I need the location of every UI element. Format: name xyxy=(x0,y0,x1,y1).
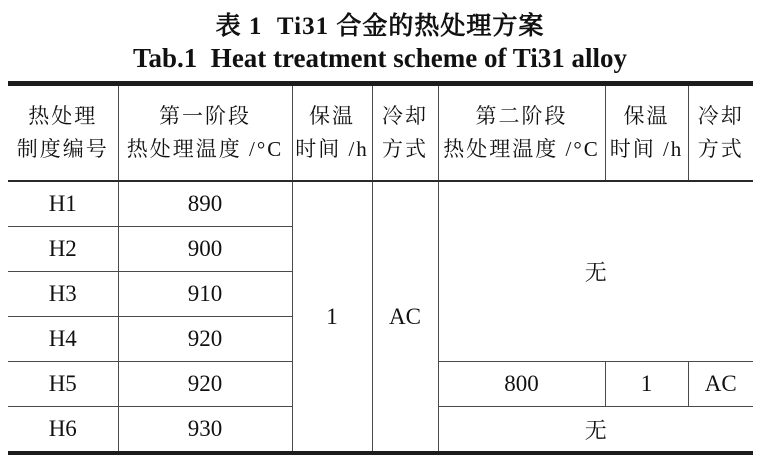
cell-h2-id: H2 xyxy=(8,227,118,272)
header-row xyxy=(8,84,753,182)
header-stage2-hold-time xyxy=(605,84,688,182)
header-line-1: 冷却 xyxy=(382,104,428,129)
cell-h2-stage1-temp: 900 xyxy=(118,227,292,272)
heat-treatment-table xyxy=(8,81,753,455)
header-scheme-id xyxy=(8,84,118,182)
cell-stage2-none-h6: 无 xyxy=(438,407,753,454)
cell-h6-stage1-temp: 930 xyxy=(118,407,292,454)
cell-h1-id: H1 xyxy=(8,181,118,227)
header-stage1-hold-time xyxy=(292,84,372,182)
header-line-1: 第一阶段 xyxy=(159,104,251,129)
table-caption-en: Tab.1 Heat treatment scheme of Ti31 alloy xyxy=(133,43,627,73)
cell-stage2-none-h1-h4: 无 xyxy=(438,181,753,362)
header-line-1: 保温 xyxy=(309,104,355,129)
header-line-2: 热处理温度 /°C xyxy=(126,137,284,161)
header-stage1-temp xyxy=(118,84,292,182)
cell-stage1-hold-time-merged: 1 xyxy=(292,181,372,453)
header-stage1-cooling xyxy=(372,84,438,182)
header-line-1: 热处理 xyxy=(28,104,98,129)
header-line-2: 时间 /h xyxy=(295,137,369,161)
header-line-2: 时间 /h xyxy=(609,137,684,161)
cell-h5-stage2-cooling: AC xyxy=(688,362,753,407)
header-line-1: 冷却 xyxy=(697,104,744,129)
cell-h4-id: H4 xyxy=(8,317,118,362)
cell-h6-id: H6 xyxy=(8,407,118,454)
cell-h5-id: H5 xyxy=(8,362,118,407)
cell-h5-stage2-temp: 800 xyxy=(438,362,605,407)
table-caption-zh: 表 1 Ti31 合金的热处理方案 xyxy=(215,13,545,40)
header-line-1: 保温 xyxy=(623,104,670,129)
cell-h1-stage1-temp: 890 xyxy=(118,181,292,227)
header-stage2-cooling xyxy=(688,84,753,182)
cell-stage1-cooling-merged: AC xyxy=(372,181,438,453)
cell-h3-id: H3 xyxy=(8,272,118,317)
cell-h4-stage1-temp: 920 xyxy=(118,317,292,362)
header-line-2: 热处理温度 /°C xyxy=(443,137,600,161)
header-line-1: 第二阶段 xyxy=(475,104,568,129)
cell-h3-stage1-temp: 910 xyxy=(118,272,292,317)
cell-h5-stage1-temp: 920 xyxy=(118,362,292,407)
table-row-h1 xyxy=(8,181,753,227)
header-line-2: 制度编号 xyxy=(16,137,109,161)
header-line-2: 方式 xyxy=(697,137,744,161)
header-stage2-temp xyxy=(438,84,605,182)
header-line-2: 方式 xyxy=(382,137,428,161)
cell-h5-stage2-hold-time: 1 xyxy=(605,362,688,407)
